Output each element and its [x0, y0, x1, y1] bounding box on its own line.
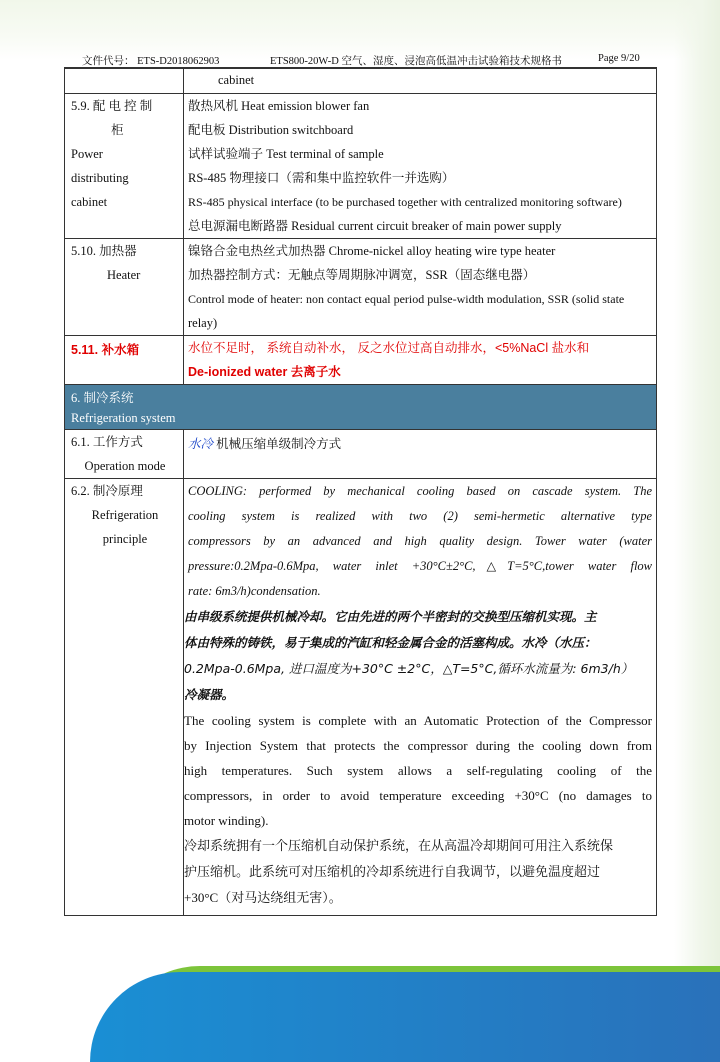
item-label: 5.9. 配 电 控 制	[71, 99, 153, 113]
page-number: Page 9/20	[598, 53, 640, 64]
cooling-paragraph-en	[184, 479, 652, 604]
spec-item-cell	[65, 68, 184, 94]
paragraph-line: +30°C（对马达绕组无害）。	[184, 890, 342, 905]
page-background-right	[674, 0, 720, 1000]
spec-item-cell	[65, 239, 184, 336]
spec-detail-cell	[184, 239, 657, 336]
paragraph-line: high temperatures. Such system allows a self-regulating cooling of the	[184, 763, 652, 778]
footer-decoration-blue	[90, 972, 720, 1062]
spec-item-cell	[65, 94, 184, 239]
paragraph-line: 冷却系统拥有一个压缩机自动保护系统，在从高温冷却期间可用注入系统保	[184, 838, 614, 853]
spec-detail-cell	[184, 336, 657, 385]
detail-line: 总电源漏电断路器 Residual current circuit breaker of main power supply	[188, 219, 562, 233]
spec-item-cell	[65, 336, 184, 385]
item-label: 5.10. 加热器	[71, 244, 137, 258]
paragraph-line: The cooling system is complete with an Automatic Protection of the Compressor	[184, 713, 652, 728]
paragraph-line: by Injection System that protects the compressor during the cooling down from	[184, 738, 652, 753]
item-label: 5.11. 补水箱	[71, 343, 140, 357]
detail-line: De-ionized water 去离子水	[188, 365, 341, 379]
table-row	[65, 239, 657, 336]
table-row	[65, 94, 657, 239]
item-label: Heater	[107, 268, 141, 282]
paragraph-line: 护压缩机。此系统可对压缩机的冷却系统进行自我调节，以避免温度超过	[184, 864, 601, 879]
spec-detail-cell	[184, 94, 657, 239]
table-row	[65, 479, 657, 916]
spec-item-cell	[65, 479, 184, 916]
detail-line: cabinet	[218, 73, 255, 87]
paragraph-line: compressors, in order to avoid temperature exceeding +30°C (no damages to	[184, 788, 652, 803]
detail-line: relay)	[188, 316, 218, 330]
detail-line: 配电板 Distribution switchboard	[188, 123, 354, 137]
item-label: Operation mode	[84, 459, 166, 473]
spec-table	[64, 67, 657, 916]
table-row	[65, 336, 657, 385]
page-header	[64, 48, 656, 69]
paragraph-line: 体由特殊的铸铁，易于集成的汽缸和轻金属合金的活塞构成。水冷（水压：	[184, 635, 597, 650]
detail-line: 机械压缩单级制冷方式	[216, 437, 342, 451]
document-title: ETS800-20W-D 空气、湿度、浸泡高低温冲击试验箱技术规格书	[270, 56, 562, 67]
detail-line: RS-485 物理接口（需和集中监控软件一并选购）	[188, 171, 455, 185]
item-label: 柜	[111, 123, 124, 137]
detail-line: 水位不足时， 系统自动补水， 反之水位过高自动排水，<5%NaCl 盐水和	[188, 341, 590, 355]
item-label: Refrigeration	[91, 508, 159, 522]
item-label: cabinet	[71, 195, 108, 209]
spec-detail-cell	[184, 68, 657, 94]
section-heading-row	[65, 385, 657, 430]
paragraph-line: COOLING: performed by mechanical cooling based on cascade system. The	[188, 484, 652, 498]
table-row	[65, 68, 657, 94]
paragraph-line: compressors by an advanced and high quality design. Tower water (water	[188, 534, 652, 548]
detail-line: 散热风机 Heat emission blower fan	[188, 99, 370, 113]
table-row	[65, 430, 657, 479]
paragraph-line: 由串级系统提供机械冷却。它由先进的两个半密封的交换型压缩机实现。主	[184, 609, 597, 624]
spec-detail-cell	[184, 479, 657, 916]
spec-detail-cell	[184, 430, 657, 479]
section-heading-cell	[65, 385, 657, 430]
item-label: 6.2. 制冷原理	[71, 484, 143, 498]
section-title-cn: 6. 制冷系统	[71, 391, 134, 405]
file-number: 文件代号： ETS-D2018062903	[82, 56, 220, 67]
paragraph-line: cooling system is realized with two (2) semi-hermetic alternative type	[188, 509, 652, 523]
water-cooled-label: 水冷	[188, 437, 214, 451]
detail-line: RS-485 physical interface (to be purchased together with centralized monitoring software)	[188, 195, 622, 209]
paragraph-line: rate: 6m3/h)condensation.	[188, 584, 321, 598]
detail-line: 镍铬合金电热丝式加热器 Chrome-nickel alloy heating wire type heater	[188, 244, 556, 258]
detail-line: 加热器控制方式：无触点等周期脉冲调宽，SSR（固态继电器）	[188, 268, 536, 282]
section-title-en: Refrigeration system	[71, 411, 176, 425]
item-label: principle	[102, 532, 148, 546]
protection-paragraph-en	[184, 708, 652, 833]
detail-line: Control mode of heater: non contact equal period pulse-width modulation, SSR (solid state	[188, 292, 625, 306]
paragraph-line: 0.2Mpa-0.6Mpa, 进口温度为+30°C ±2°C，△T=5°C,循环水流量为: 6m3/h）	[184, 661, 634, 676]
item-label: 6.1. 工作方式	[71, 435, 143, 449]
cooling-paragraph-cn	[184, 604, 652, 708]
detail-line: 试样试验端子 Test terminal of sample	[188, 147, 384, 161]
item-label: Power	[71, 147, 103, 161]
paragraph-line: 冷凝器。	[184, 687, 235, 702]
protection-paragraph-cn	[184, 833, 652, 911]
paragraph-line: pressure:0.2Mpa-0.6Mpa, water inlet +30°C±2°C,△T=5°C,tower water flow	[188, 559, 652, 573]
item-label: distributing	[71, 171, 129, 185]
paragraph-line: motor winding).	[184, 813, 269, 828]
spec-item-cell	[65, 430, 184, 479]
